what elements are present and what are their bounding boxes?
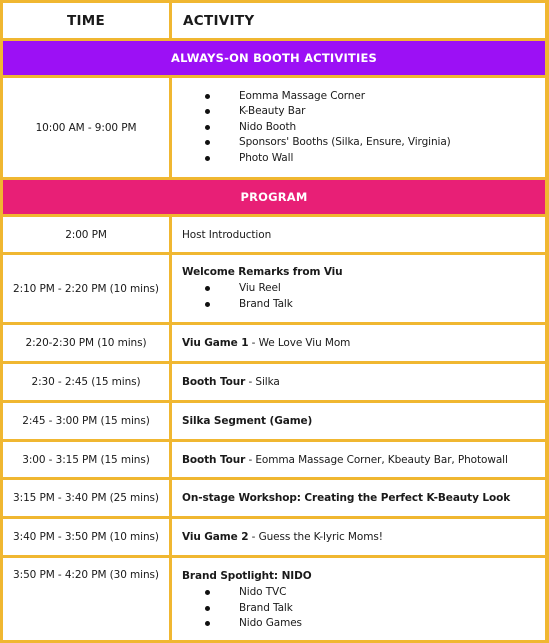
activity-cell [172,558,545,643]
list-item: Brand Talk [182,601,545,617]
table-row [3,558,545,643]
table-row [3,442,545,480]
time-cell: 3:40 PM - 3:50 PM (10 mins) [3,519,172,555]
activity-cell [172,255,545,322]
activity-title [182,375,545,389]
table-row [3,403,545,442]
list-item: Eomma Massage Corner [182,89,545,105]
activity-title [182,228,545,242]
table-row [3,78,545,180]
table-row [3,480,545,519]
activity-title-bold: Viu Game 2 [182,531,249,543]
activity-title [182,491,545,505]
time-cell: 3:00 - 3:15 PM (15 mins) [3,442,172,477]
time-cell: 2:10 PM - 2:20 PM (10 mins) [3,255,172,322]
activity-cell [172,480,545,516]
activity-title-bold: Booth Tour [182,376,246,388]
activity-title-bold: Booth Tour [182,453,246,466]
activity-cell [172,364,545,400]
table-header [3,3,545,41]
activity-title-bold: On-stage Workshop: Creating the Perfect K-Beauty Look [182,492,511,504]
list-item: Viu Reel [182,281,545,297]
list-item: Nido Booth [182,120,545,136]
activity-cell [172,442,545,477]
time-cell: 2:20-2:30 PM (10 mins) [3,325,172,361]
time-cell: 2:45 - 3:00 PM (15 mins) [3,403,172,439]
activity-title-bold: Silka Segment (Game) [182,415,313,427]
time-cell: 2:30 - 2:45 (15 mins) [3,364,172,400]
activity-title-bold: Viu Game 1 [182,337,249,349]
activity-cell [172,78,545,177]
bullet-list [182,281,545,312]
time-cell: 3:50 PM - 4:20 PM (30 mins) [3,558,172,643]
bullet-list [182,89,545,167]
section-header-always-on: ALWAYS-ON BOOTH ACTIVITIES [3,41,545,78]
list-item: Sponsors' Booths (Silka, Ensure, Virginia) [182,135,545,151]
activity-cell [172,325,545,361]
activity-cell [172,403,545,439]
activity-title [182,414,545,428]
activity-title-text: Host Introduction [182,228,272,241]
activity-title [182,530,545,544]
activity-title [182,453,545,467]
activity-column-header: ACTIVITY [183,12,255,29]
activity-title: Brand Spotlight: NIDO [182,570,312,582]
list-item: Nido TVC [182,585,545,601]
time-cell: 3:15 PM - 3:40 PM (25 mins) [3,480,172,516]
list-item: Brand Talk [182,297,545,313]
table-row [3,364,545,403]
list-item: Photo Wall [182,151,545,167]
activity-title [182,336,545,350]
table-row [3,255,545,325]
table-row [3,519,545,558]
activity-detail: - We Love Viu Mom [248,337,351,349]
table-row [3,217,545,255]
activity-cell [172,217,545,252]
bullet-list [182,585,545,632]
activity-detail: - Eomma Massage Corner, Kbeauty Bar, Photowall [245,453,508,466]
activity-detail: - Guess the K-lyric Moms! [248,531,383,543]
time-cell: 2:00 PM [3,217,172,252]
time-column-header: TIME [3,3,172,38]
table-row [3,325,545,364]
activity-detail: - Silka [245,376,280,388]
list-item: K-Beauty Bar [182,104,545,120]
section-header-program: PROGRAM [3,180,545,217]
list-item: Nido Games [182,616,545,632]
activity-cell [172,519,545,555]
time-cell: 10:00 AM - 9:00 PM [3,78,172,177]
activity-title: Welcome Remarks from Viu [182,266,343,278]
